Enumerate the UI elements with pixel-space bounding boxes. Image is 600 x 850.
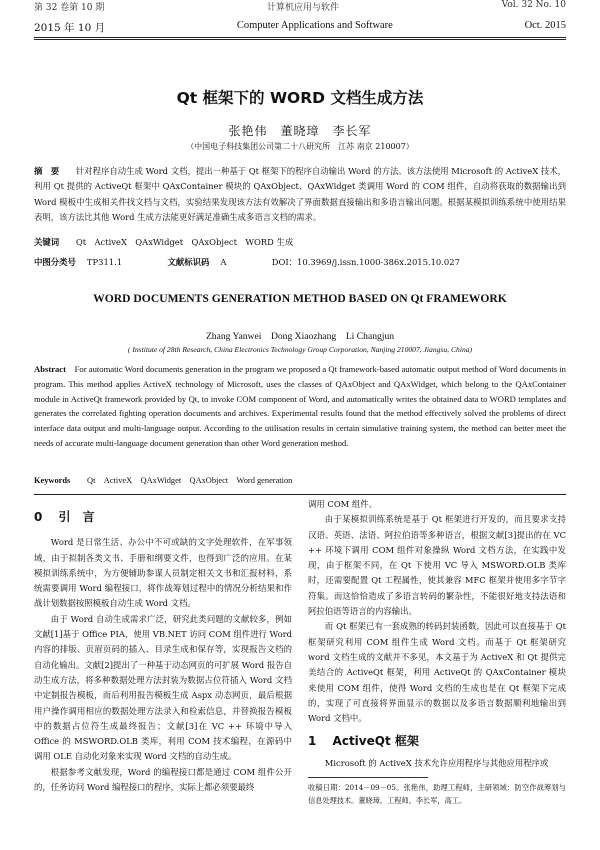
body-paragraph: 由于某模拟训练系统是基于 Qt 框架进行开发的，而且要求支持汉语、英语、法语、阿拉伯语等多种语言，根据文献[3]提出的在 VC ++ 环境下调用 COM 组件对象操纵 Word 文档方法，在实践中发现，由于框架不同，在 Qt 下使用 VC 导入 MSWORD.OLB 类库时，还需要配置 Qt 工程属性，使其兼容 MFC 框架并使用多字节字符集。而这恰恰造成了多语言转码的繁杂性，不能很好地支持法语和阿拉伯语等语言的内容输出。 (308, 514, 566, 617)
abstract-cn-text: 针对程序自动生成 Word 文档，提出一种基于 Qt 框架下的程序自动输出 Word 的方法。该方法使用 Microsoft 的 ActiveX 技术，利用 Qt 提供的 ActiveQt 框架中 QAxContainer 模块的 QAxObject、QAxWidget 类调用 Word 的 COM 组件，自动将获取的数据输出到 Word 模板中生成相关件找文档与文档，实验结果发现该方法有效解决了界面数据直接输出和多语言输出问题。根据某模拟训练系统中使用结果表明，该方法比其他 Word 生成方法能更好满足准确生成多语言文档的需求。 (34, 166, 567, 222)
keywords-en-label: Keywords (34, 476, 71, 485)
abstract-cn (34, 164, 566, 225)
keywords-en-text: Qt ActiveX QAxWidget QAxObject Word generation (87, 476, 293, 485)
affiliation-en: ( Institute of 28th Research, China Electronics Technology Group Corporation, Nanjing 210007, Jiangsu, China) (127, 345, 473, 354)
paper-title-cn: Qt 框架下的 WORD 文档生成方法 (176, 89, 424, 107)
keywords-en (34, 474, 566, 486)
keywords-cn-text: Qt ActiveX QAxWidget QAxObject WORD 生成 (75, 237, 294, 247)
left-column (34, 506, 292, 850)
classification-label: 中图分类号 (34, 257, 76, 267)
body-paragraph: 根据参考文献发现，Word 的编程接口都是通过 COM 组件公开的，任务访问 Word 编程接口的程序，实际上都必须要最终 (34, 766, 292, 793)
abstract-en-text: For automatic Word documents generation in the program we proposed a Qt framework-based automatic output method of Word documents in program. This method applies ActiveX technology of Microsoft, uses the classes of QAxObject and QAxWidget, which belong to the QAxContainer module in ActiveQt framework provided by Qt, to invoke COM component of Word, and automatically writes the obtained data to WORD templates and generates the correlated fighting operation documents and archives. Experimental results found that the method effectively solved the problems of direct interface data output and multi-language output. According to the utilisation results in certain simulative training system, the method can better meet the needs of accurate multi-language document generation than other Word generation method. (34, 364, 566, 448)
doi: DOI：10.3969/j.issn.1000-386x.2015.10.027 (271, 257, 460, 267)
right-column (308, 497, 566, 850)
running-header (34, 20, 566, 35)
section-0-heading (34, 510, 292, 525)
header-rule-thin (34, 39, 566, 40)
section-0-title: 引 言 (58, 510, 95, 524)
volume-label-en: Vol. 32 No. 10 (501, 0, 566, 10)
footnote-rule (308, 777, 428, 778)
running-header-top (34, 0, 566, 16)
footnote: 收稿日期：2014－09－05。张艳伟，助理工程师，主研领域：防空作战筹划与信息处理技术。董晓璋，工程师。李长军，高工。 (308, 783, 566, 806)
section-1-heading (308, 734, 566, 749)
keywords-cn (34, 236, 566, 248)
authors-en: Zhang Yanwei Dong Xiaozhang Li Changjun (205, 331, 395, 342)
abstract-en-label: Abstract (34, 364, 66, 374)
abstract-end-rule (34, 494, 566, 495)
classification-value: TP311.1 (86, 257, 123, 267)
body-paragraph-continued: 调用 COM 组件。 (308, 499, 378, 509)
body-paragraph: Microsoft 的 ActiveX 技术允许应用程序与其他应用程序或 (324, 757, 549, 768)
affiliation-cn: （中国电子科技集团公司第二十八研究所 江苏 南京 210007） (186, 142, 414, 151)
body-paragraph: 由于 Word 自动生成需求广泛，研究此类问题的文献较多，例如文献[1]基于 Office PIA，使用 VB.NET 访问 COM 组件进行 Word 内容的排版、页眉页码的插入、目录生成和保存等，实现报告文档的自动化输出。文献[2]提出了一种基于动态网页的可扩展 Word 报告自动生成方法，将多种数据处理方法封装为数据占位符插入 Word 文档中定制报告模板，而后利用报告模板生成 Aspx 动态网页，最后根据用户操作调用相应的数据处理方法录入和检索信息，并替换报告模板中的数据占位符生成最终报告；文献[3]在 VC ++ 环境中导入 Office 的 MSWORD.OLB 类库，利用 COM 技术编程，在源码中调用 OLE 自动化对象来实现 Word 文档的自动生成。 (34, 613, 292, 762)
issue-date-en: Oct. 2015 (524, 20, 566, 31)
classification-row (34, 256, 566, 268)
body-paragraph: 而 Qt 框架已有一套成熟的转码封装函数，因此可以直接基于 Qt 框架研究利用 COM 组件生成 Word 文档。而基于 Qt 框架研究 word 文档生成的文献并不多见，本文基于为 ActiveX 和 Qt 提供完美结合的 ActiveQt 框架，利用 ActiveQt 的 QAxContainer 模块来使用 COM 组件，使得 Word 文档的生成也是在 Qt 框架下完成的，实现了可直接将界面显示的数据以及多语言数据顺利地输出到 Word 文档中。 (308, 621, 566, 724)
issue-date-cn: 2015 年 10 月 (34, 22, 106, 34)
doc-code-value: A (220, 257, 227, 267)
header-rule (34, 37, 566, 38)
keywords-cn-label: 关键词 (34, 237, 60, 247)
volume-label: 第 32 卷第 10 期 (34, 3, 105, 13)
paper-title-en: WORD DOCUMENTS GENERATION METHOD BASED ON Qt FRAMEWORK (93, 292, 507, 305)
doc-code-label: 文献标识码 (167, 257, 210, 267)
journal-name-cn: 计算机应用与软件 (267, 3, 340, 13)
journal-name-en: Computer Applications and Software (236, 20, 393, 31)
section-1-title: ActiveQt 框架 (332, 734, 419, 749)
authors-cn: 张艳伟 董晓璋 李长军 (228, 124, 372, 138)
body-paragraph: Word 是日常生活、办公中不可或缺的文字处理软件，在军事领域，由于拟制各类文书、手册和纲要文件，也得到广泛的应用。在某模拟训练系统中，为方便辅助参谋人员制定相关文书和汇报材料，系统需要调用 Word 编程接口，将作战筹划过程中的情况分析结果和作战计划数据按照模板自动生成 Word 文档。 (34, 537, 292, 609)
abstract-cn-label: 摘 要 (34, 166, 60, 176)
section-0-number: 0 (34, 510, 43, 524)
section-1-number: 1 (308, 734, 317, 749)
abstract-en (34, 362, 566, 451)
